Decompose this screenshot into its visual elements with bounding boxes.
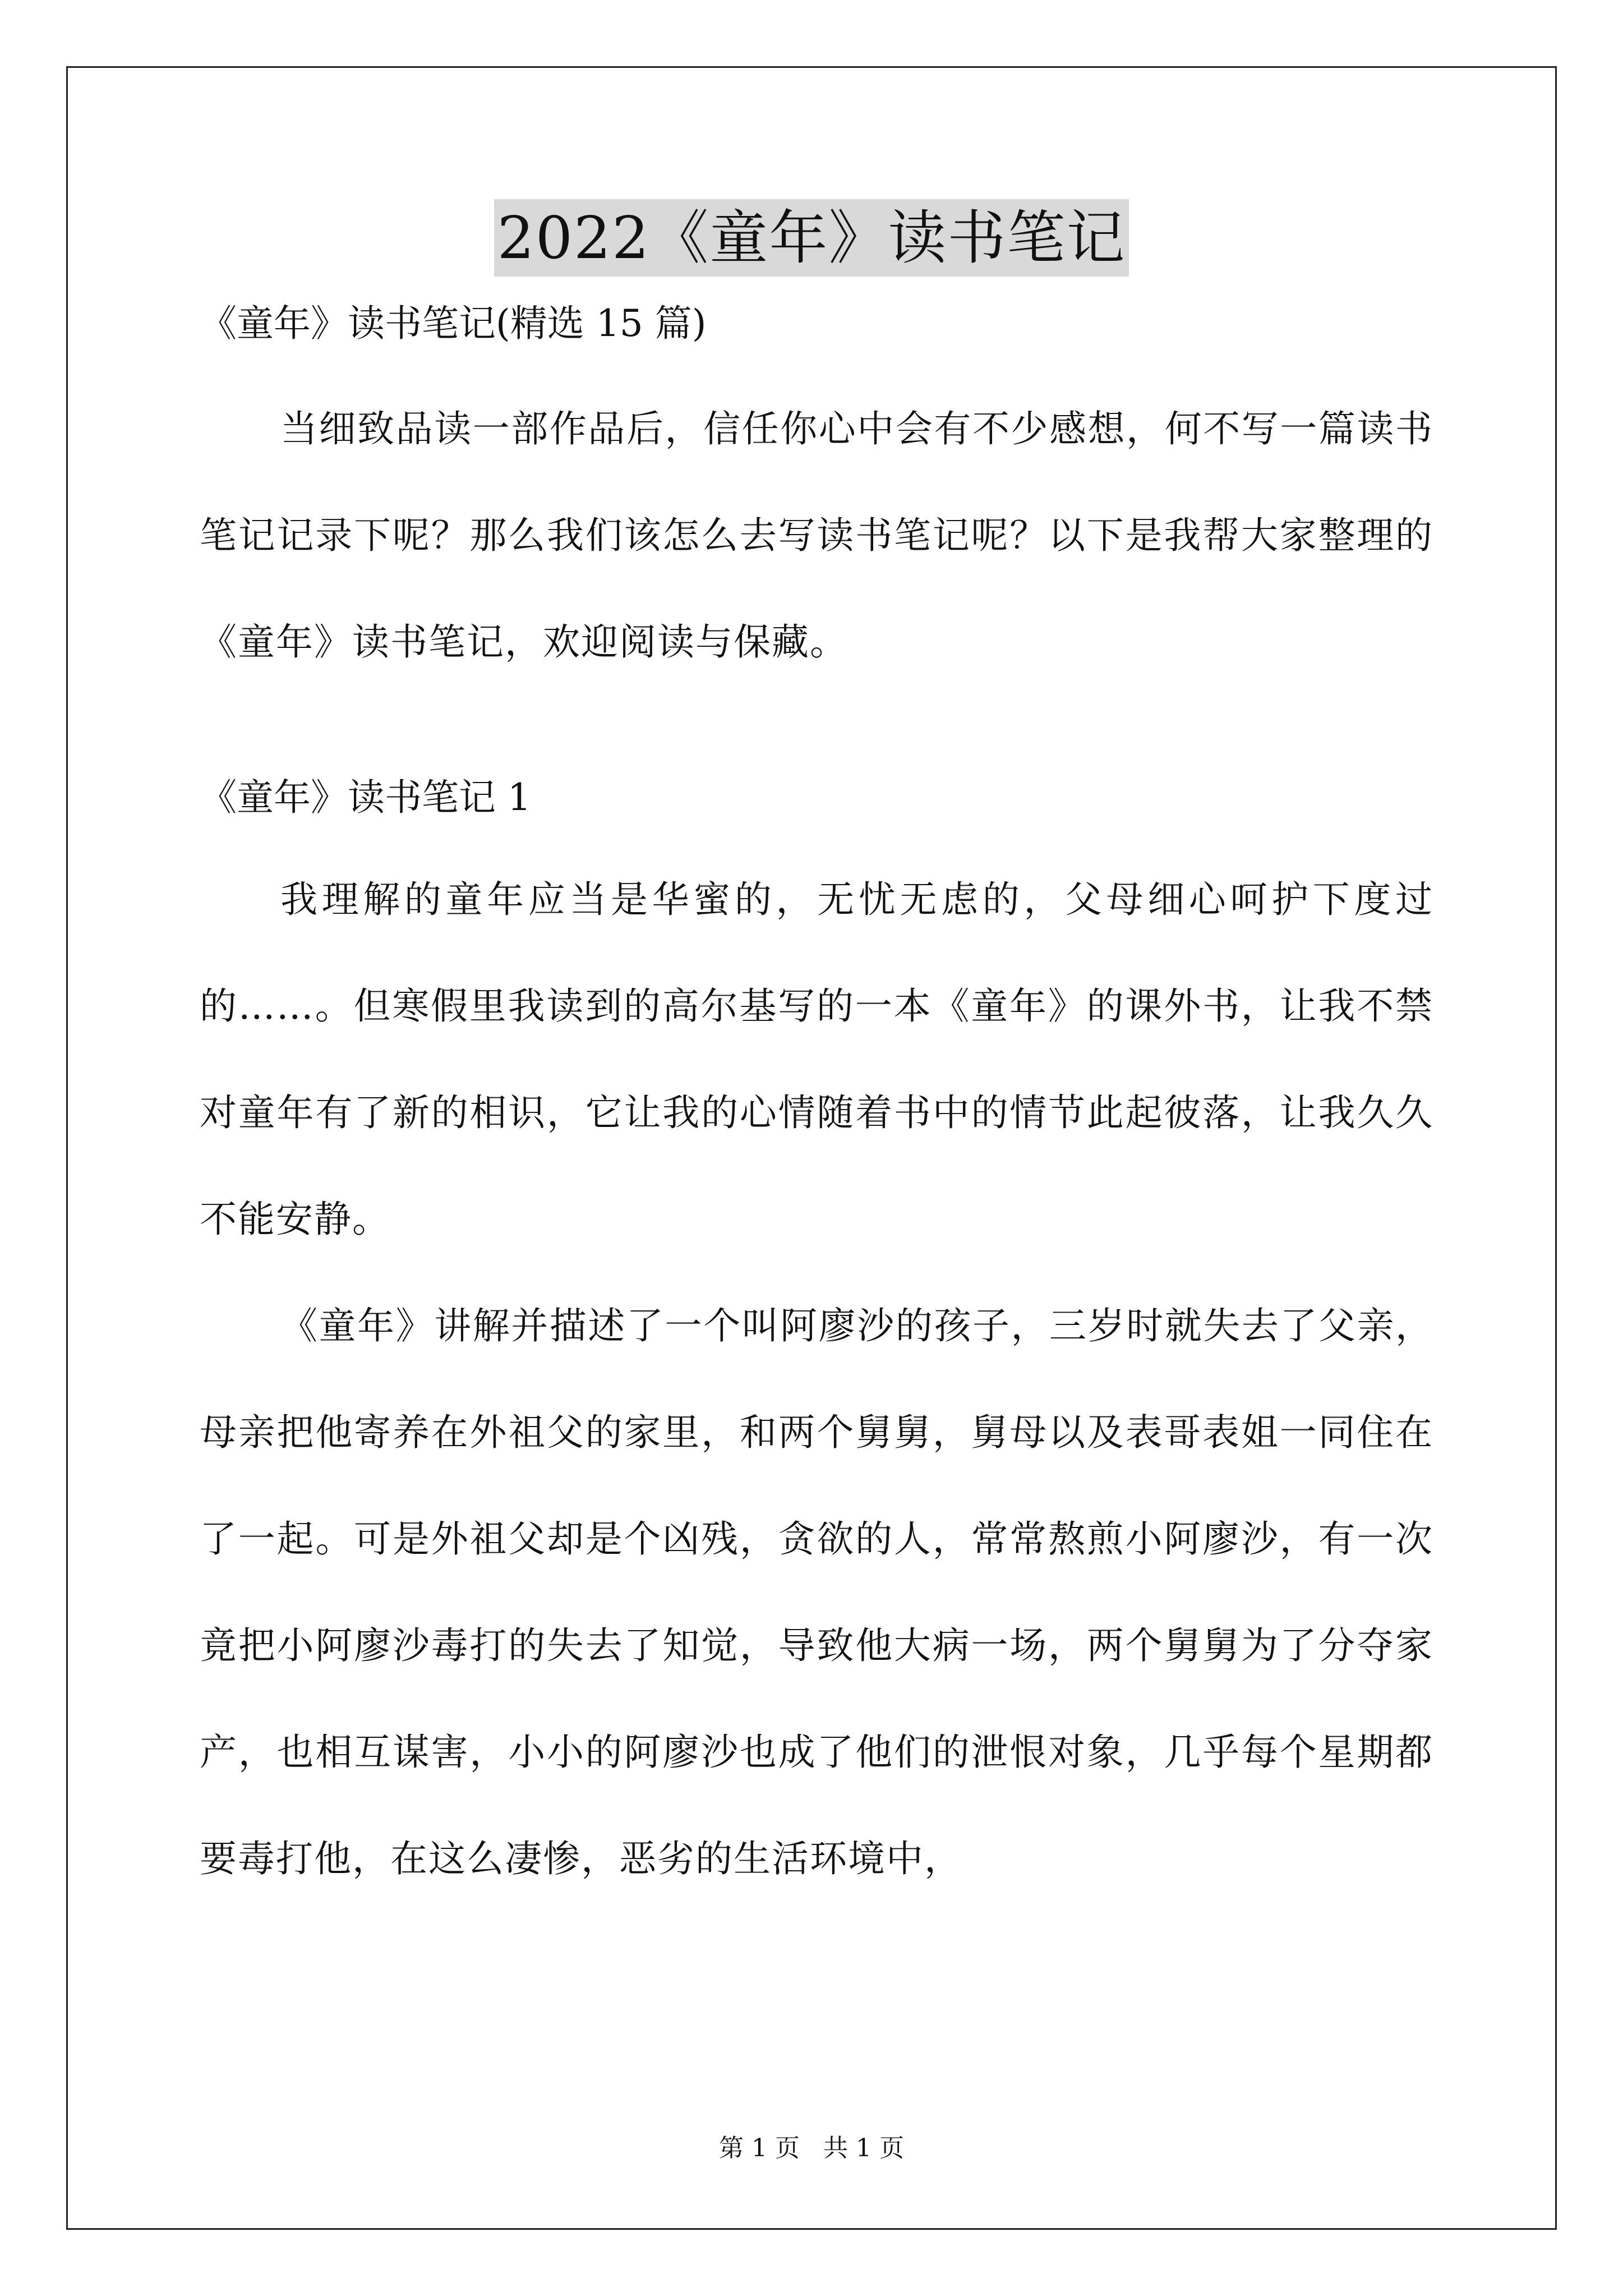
page-footer: 第 1 页 共 1 页 (719, 2134, 904, 2162)
document-subtitle: 《童年》读书笔记(精选 15 篇) (200, 302, 707, 345)
document-title: 2022《童年》读书笔记 (494, 199, 1129, 277)
body-paragraph: 我理解的童年应当是华蜜的，无忧无虑的，父母细心呵护下度过的……。但寒假里我读到的高尔基写的一本《童年》的课外书，让我不禁对童年有了新的相识，它让我的心情随着书中的情节此起彼落，让我久久不能安静。 (200, 878, 1433, 1241)
intro-paragraph: 当细致品读一部作品后，信任你心中会有不少感想，何不写一篇读书笔记记录下呢？那么我们该怎么去写读书笔记呢？以下是我帮大家整理的《童年》读书笔记，欢迎阅读与保藏。 (200, 407, 1433, 664)
document-body (200, 297, 1433, 1912)
body-paragraph: 《童年》讲解并描述了一个叫阿廖沙的孩子，三岁时就失去了父亲，母亲把他寄养在外祖父的家里，和两个舅舅，舅母以及表哥表姐一同住在了一起。可是外祖父却是个凶残，贪欲的人，常常熬煎小阿廖沙，有一次竟把小阿廖沙毒打的失去了知觉，导致他大病一场，两个舅舅为了分夺家产，也相互谋害，小小的阿廖沙也成了他们的泄恨对象，几乎每个星期都要毒打他，在这么凄惨，恶劣的生活环境中， (200, 1304, 1433, 1880)
section-heading: 《童年》读书笔记 1 (200, 776, 531, 819)
title-container (0, 199, 1623, 277)
